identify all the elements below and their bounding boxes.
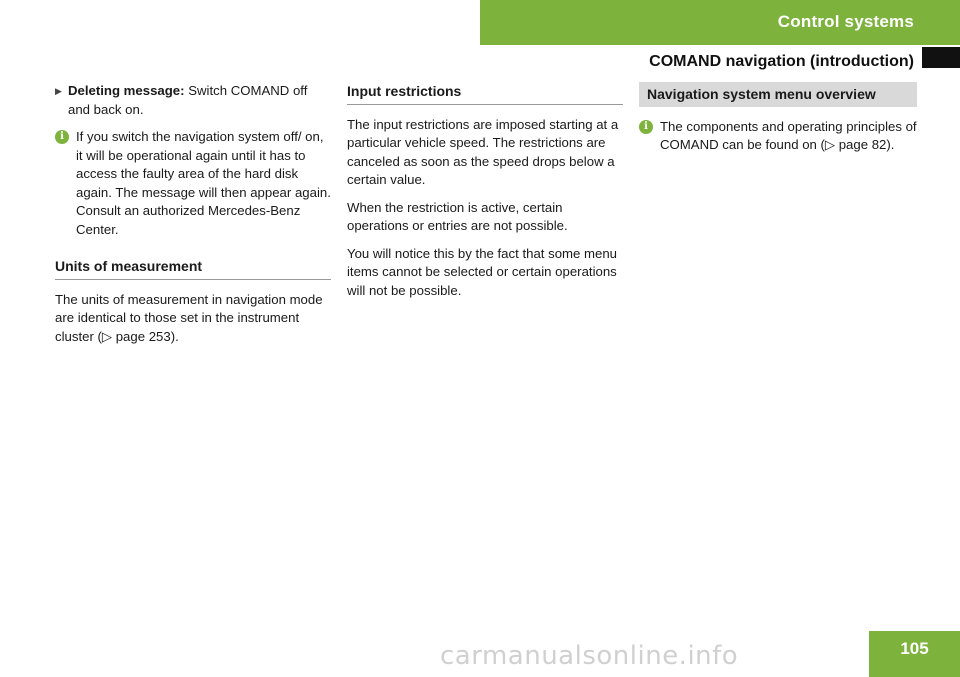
triangle-bullet-icon: ▶ bbox=[55, 86, 62, 96]
info-note-hard-disk bbox=[55, 128, 331, 239]
info-text: The components and operating principles of COMAND can be found on (▷ page 82). bbox=[660, 118, 917, 152]
bullet-deleting-message bbox=[55, 82, 331, 119]
info-icon: i bbox=[639, 120, 653, 134]
column-middle bbox=[347, 82, 623, 309]
page-number-box bbox=[869, 631, 960, 677]
info-note-components bbox=[639, 118, 917, 155]
chapter-title: COMAND navigation (introduction) bbox=[649, 53, 914, 70]
info-text: If you switch the navigation system off/ on, it will be operational again until it has to access the faulty area of the hard disk again. The message will then appear again. Consult an authorized Mercedes-Benz Center. bbox=[76, 129, 331, 237]
restrictions-paragraph-2: When the restriction is active, certain operations or entries are not possible. bbox=[347, 199, 568, 233]
info-icon: i bbox=[55, 130, 69, 144]
input-restrictions-heading: Input restrictions bbox=[347, 82, 623, 105]
restrictions-paragraph-3: You will notice this by the fact that some menu items cannot be selected or certain operations will not be possible. bbox=[347, 245, 618, 298]
chapter-tab-marker bbox=[922, 47, 960, 68]
bullet-body: Switch COMAND off and back on. bbox=[68, 83, 308, 117]
watermark: carmanualsonline.info bbox=[440, 641, 739, 671]
section-title: Control systems bbox=[777, 12, 914, 31]
menu-overview-heading: Navigation system menu overview bbox=[639, 82, 917, 107]
restrictions-paragraph-1: The input restrictions are imposed starting at a particular vehicle speed. The restrictions are canceled as soon as the speed drops below a certain value. bbox=[347, 116, 619, 187]
units-paragraph: The units of measurement in navigation mode are identical to those set in the instrument cluster (▷ page 253). bbox=[55, 291, 323, 344]
page-number: 105 bbox=[900, 639, 929, 658]
column-left bbox=[55, 82, 331, 355]
column-right bbox=[639, 82, 917, 164]
bullet-lead: Deleting message: bbox=[68, 83, 185, 98]
units-heading: Units of measurement bbox=[55, 257, 331, 280]
bullet-text bbox=[68, 82, 331, 119]
